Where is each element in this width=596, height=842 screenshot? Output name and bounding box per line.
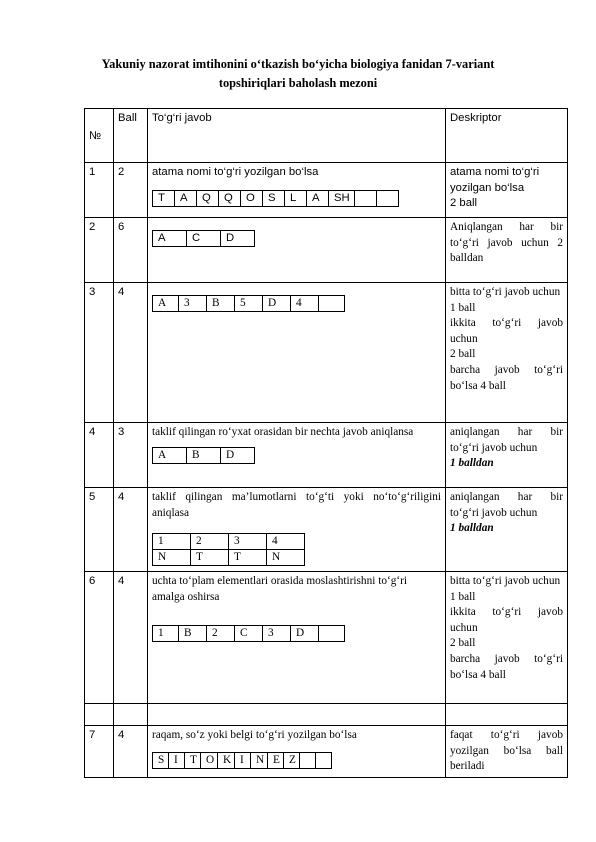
answer-box: 3 bbox=[263, 626, 291, 642]
descriptor-cell: faqat to‘g‘ri javob yozilgan bo‘lsa ball beriladi bbox=[446, 726, 568, 778]
answer-box: L bbox=[285, 190, 307, 206]
header-descriptor: Deskriptor bbox=[446, 109, 568, 163]
answer-box: 5 bbox=[235, 296, 263, 312]
table-row bbox=[85, 163, 568, 218]
answer-box: K bbox=[218, 752, 235, 768]
table-row bbox=[85, 423, 568, 488]
descriptor-line: barcha javob to‘g‘ri bo‘lsa 4 ball bbox=[450, 363, 563, 392]
answer-box: 3 bbox=[229, 534, 267, 550]
row-number: 5 bbox=[85, 488, 114, 572]
answer-grid bbox=[152, 533, 305, 566]
answer-box: Z bbox=[284, 752, 300, 768]
answer-text: taklif qilingan ma’lumotlarni to‘g‘ti yoki no‘to‘g‘riligini aniqlasa bbox=[152, 491, 441, 519]
descriptor-line: ikkita to‘g‘ri javob uchun bbox=[450, 317, 563, 345]
answer-boxes bbox=[152, 295, 345, 312]
answer-boxes bbox=[152, 230, 255, 247]
answer-box: SH bbox=[329, 190, 355, 206]
answer-box: 4 bbox=[267, 534, 305, 550]
table-header-row bbox=[85, 109, 568, 163]
answer-box: E bbox=[268, 752, 284, 768]
answer-box: 2 bbox=[207, 626, 235, 642]
answer-box bbox=[319, 296, 345, 312]
answer-box: I bbox=[235, 752, 251, 768]
answer-box bbox=[377, 190, 399, 206]
answer-box bbox=[316, 752, 332, 768]
header-answer: To‘g‘ri javob bbox=[148, 109, 446, 163]
table-row bbox=[85, 726, 568, 778]
descriptor-line: 1 ball bbox=[450, 590, 476, 603]
descriptor-cell bbox=[446, 572, 568, 704]
answer-box: N bbox=[153, 550, 191, 566]
answer-box: A bbox=[153, 447, 187, 463]
descriptor-line: ikkita to‘g‘ri javob uchun bbox=[450, 606, 563, 634]
answer-box: A bbox=[307, 190, 329, 206]
answer-box: T bbox=[191, 550, 229, 566]
descriptor-line: bitta to‘g‘ri javob uchun bbox=[450, 575, 561, 587]
answer-cell bbox=[148, 218, 446, 283]
answer-cell bbox=[148, 726, 446, 778]
row-ball: 4 bbox=[114, 726, 148, 778]
table-row bbox=[85, 283, 568, 423]
row-ball: 6 bbox=[114, 218, 148, 283]
answer-box: N bbox=[267, 550, 305, 566]
row-number: 1 bbox=[85, 163, 114, 218]
answer-box: A bbox=[153, 296, 179, 312]
answer-boxes bbox=[152, 625, 345, 642]
answer-box bbox=[300, 752, 316, 768]
descriptor-line: barcha javob to‘g‘ri bo‘lsa 4 ball bbox=[450, 652, 563, 681]
answer-box: B bbox=[179, 626, 207, 642]
answer-box: D bbox=[291, 626, 319, 642]
descriptor-cell: Aniqlangan har bir to‘g‘ri javob uchun 2 balldan bbox=[446, 218, 568, 283]
answer-box: N bbox=[251, 752, 268, 768]
answer-box: 4 bbox=[291, 296, 319, 312]
answer-boxes bbox=[152, 447, 255, 464]
descriptor-line: aniqlangan har bir to‘g‘ri javob uchun bbox=[450, 491, 563, 519]
answer-box: Q bbox=[197, 190, 219, 206]
answer-box: A bbox=[153, 231, 187, 247]
row-number: 2 bbox=[85, 218, 114, 283]
answer-box: D bbox=[221, 447, 255, 463]
row-ball: 4 bbox=[114, 488, 148, 572]
answer-cell bbox=[148, 572, 446, 704]
table-row-empty bbox=[85, 704, 568, 726]
answer-box: D bbox=[263, 296, 291, 312]
row-ball: 4 bbox=[114, 572, 148, 704]
row-ball: 2 bbox=[114, 163, 148, 218]
answer-box: B bbox=[207, 296, 235, 312]
descriptor-line: 2 ball bbox=[450, 348, 476, 361]
answer-box: 1 bbox=[153, 534, 191, 550]
descriptor-line: aniqlangan har bir to‘g‘ri javob uchun bbox=[450, 426, 563, 454]
answer-cell bbox=[148, 423, 446, 488]
table-row bbox=[85, 572, 568, 704]
answer-text: raqam, so‘z yoki belgi to‘g‘ri yozilgan bo‘lsa bbox=[152, 729, 357, 741]
row-number: 3 bbox=[85, 283, 114, 423]
answer-box: 2 bbox=[191, 534, 229, 550]
row-ball: 4 bbox=[114, 283, 148, 423]
table-row bbox=[85, 488, 568, 572]
answer-box: S bbox=[263, 190, 285, 206]
answer-box: T bbox=[185, 752, 201, 768]
answer-box: 3 bbox=[179, 296, 207, 312]
descriptor-line: 1 ball bbox=[450, 301, 476, 314]
grading-table bbox=[84, 108, 568, 778]
descriptor-cell bbox=[446, 163, 568, 218]
descriptor-line: 2 ball bbox=[450, 197, 478, 210]
answer-box: T bbox=[229, 550, 267, 566]
row-number: 4 bbox=[85, 423, 114, 488]
table-row bbox=[85, 218, 568, 283]
answer-cell bbox=[148, 488, 446, 572]
answer-box bbox=[355, 190, 377, 206]
answer-box: O bbox=[241, 190, 263, 206]
answer-text: uchta to‘plam elementlari orasida moslashtirishni to‘g‘ri amalga oshirsa bbox=[152, 575, 408, 603]
descriptor-line: 1 balldan bbox=[450, 457, 494, 470]
descriptor-cell bbox=[446, 283, 568, 423]
descriptor-line: bitta to‘g‘ri javob uchun bbox=[450, 286, 561, 298]
answer-box bbox=[319, 626, 345, 642]
answer-text: taklif qilingan ro‘yxat orasidan bir nechta javob aniqlansa bbox=[152, 426, 414, 438]
answer-cell bbox=[148, 283, 446, 423]
answer-box: C bbox=[235, 626, 263, 642]
descriptor-line: 1 balldan bbox=[450, 522, 494, 535]
page-title: Yakuniy nazorat imtihonini o‘tkazish bo‘yicha biologiya fanidan 7-variant topshiriqlari baholash mezoni bbox=[101, 57, 495, 90]
answer-box: B bbox=[187, 447, 221, 463]
answer-box: S bbox=[153, 752, 169, 768]
row-number: 7 bbox=[85, 726, 114, 778]
answer-box: T bbox=[153, 190, 175, 206]
header-ball: Ball bbox=[114, 109, 148, 163]
answer-box: I bbox=[169, 752, 185, 768]
answer-box: Q bbox=[219, 190, 241, 206]
row-number: 6 bbox=[85, 572, 114, 704]
answer-box: 1 bbox=[153, 626, 179, 642]
descriptor-cell bbox=[446, 488, 568, 572]
answer-text: atama nomi to‘g‘ri yozilgan bo‘lsa bbox=[152, 166, 319, 178]
descriptor-line: atama nomi to‘g‘ri yozilgan bo‘lsa bbox=[450, 166, 540, 194]
row-ball: 3 bbox=[114, 423, 148, 488]
answer-boxes bbox=[152, 190, 399, 207]
answer-box: D bbox=[221, 231, 255, 247]
answer-box: A bbox=[175, 190, 197, 206]
answer-cell bbox=[148, 163, 446, 218]
descriptor-cell bbox=[446, 423, 568, 488]
descriptor-line: 2 ball bbox=[450, 637, 476, 650]
header-num: № bbox=[85, 109, 114, 163]
answer-box: O bbox=[201, 752, 218, 768]
answer-boxes bbox=[152, 752, 332, 769]
answer-box: C bbox=[187, 231, 221, 247]
